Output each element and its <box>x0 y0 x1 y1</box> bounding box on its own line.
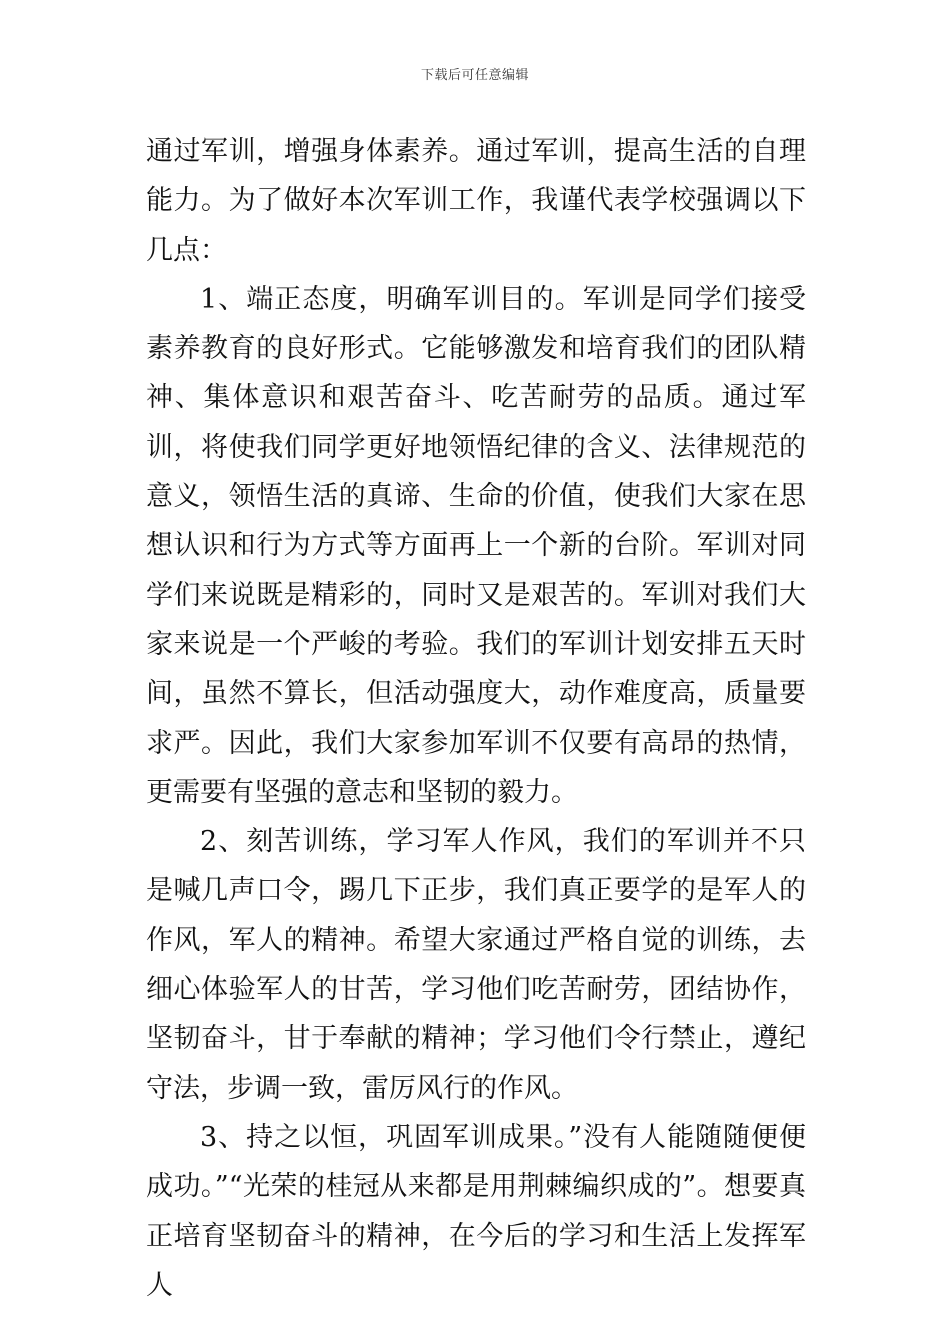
document-body <box>146 127 806 1310</box>
page-header: 下载后可任意编辑 <box>420 68 529 83</box>
paragraph-point-2: 2、刻苦训练，学习军人作风，我们的军训并不只是喊几声口令，踢几下正步，我们真正要学的是军人的作风，军人的精神。希望大家通过严格自觉的训练，去细心体验军人的甘苦，学习他们吃苦耐劳，团结协作，坚韧奋斗，甘于奉献的精神；学习他们令行禁止，遵纪守法，步调一致，雷厉风行的作风。 <box>146 826 806 1104</box>
paragraph-intro: 通过军训，增强身体素养。通过军训，提高生活的自理能力。为了做好本次军训工作，我谨代表学校强调以下几点： <box>146 136 806 266</box>
paragraph-point-3: 3、持之以恒，巩固军训成果。”没有人能随随便便成功。”“光荣的桂冠从来都是用荆棘编织成的”。想要真正培育坚韧奋斗的精神，在今后的学习和生活上发挥军人 <box>146 1121 806 1301</box>
paragraph-point-1: 1、端正态度，明确军训目的。军训是同学们接受素养教育的良好形式。它能够激发和培育我们的团队精神、集体意识和艰苦奋斗、吃苦耐劳的品质。通过军训，将使我们同学更好地领悟纪律的含义、法律规范的意义，领悟生活的真谛、生命的价值，使我们大家在思想认识和行为方式等方面再上一个新的台阶。军训对同学们来说既是精彩的，同时又是艰苦的。军训对我们大家来说是一个严峻的考验。我们的军训计划安排五天时间，虽然不算长，但活动强度大，动作难度高，质量要求严。因此，我们大家参加军训不仅要有高昂的热情，更需要有坚强的意志和坚韧的毅力。 <box>146 283 806 808</box>
